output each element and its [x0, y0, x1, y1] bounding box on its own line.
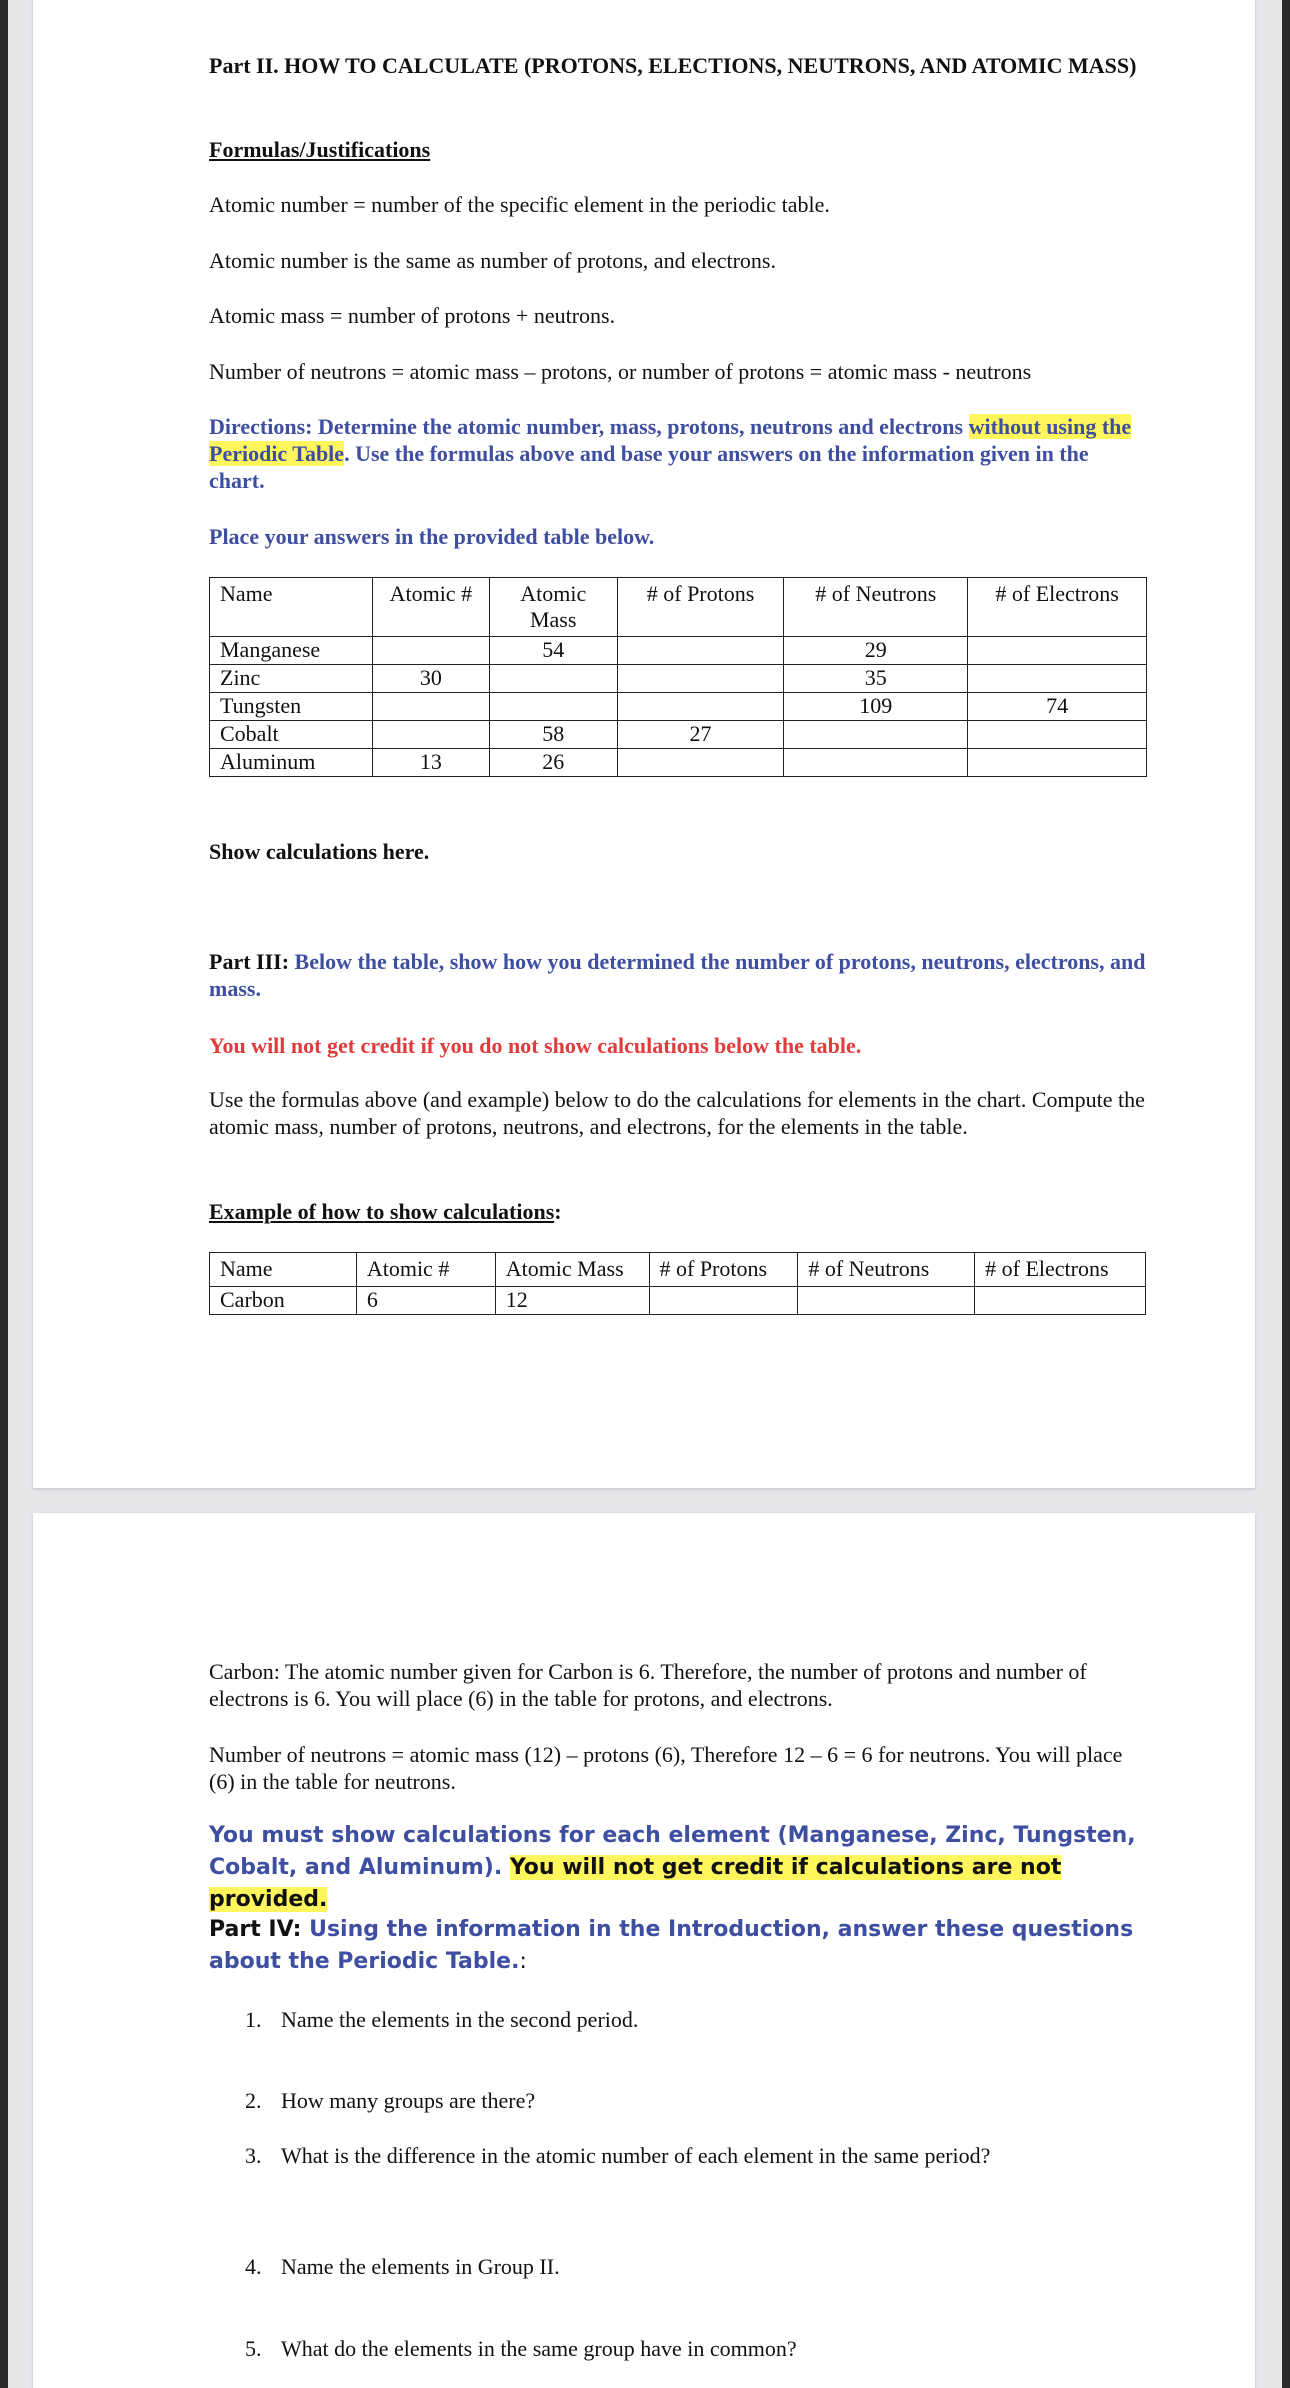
table-cell: 29 [784, 637, 968, 665]
part4-colon: : [519, 1949, 527, 1974]
table-cell: Zinc [210, 665, 373, 693]
carbon-explanation: Carbon: The atomic number given for Carbon is 6. Therefore, the number of protons and number of electrons is 6. You will place (6) in the table for protons, and electrons. [209, 1659, 1087, 1711]
list-item [245, 2087, 535, 2114]
table-row [210, 665, 1147, 693]
table-cell [968, 665, 1147, 693]
question-number: 3. [245, 2143, 262, 2168]
list-item [245, 2335, 797, 2362]
table-cell: 12 [495, 1287, 649, 1315]
table-cell [617, 637, 784, 665]
place-answers-text: Place your answers in the provided table below. [209, 524, 655, 549]
show-calculations-label: Show calculations here. [209, 839, 430, 864]
header-cell: Atomic Mass [489, 578, 617, 637]
header-cell: # of Electrons [968, 578, 1147, 637]
table-cell: 35 [784, 665, 968, 693]
header-cell: Name [210, 578, 373, 637]
document-viewer[interactable] [8, 0, 1282, 2388]
answer-table-wrapper [209, 577, 1149, 777]
answer-table [209, 577, 1147, 777]
table-row [210, 749, 1147, 777]
table-cell [489, 693, 617, 721]
header-cell: # of Neutrons [798, 1253, 975, 1287]
header-cell: Atomic # [372, 578, 489, 637]
neutrons-explanation: Number of neutrons = atomic mass (12) – protons (6), Therefore 12 – 6 = 6 for neutrons. You will place (6) in the table for neutrons. [209, 1742, 1123, 1794]
question-number: 1. [245, 2007, 262, 2032]
table-cell: 74 [968, 693, 1147, 721]
directions-highlight: without using the Periodic Table [209, 414, 1132, 466]
directions-part-b: . Use the formulas above and base your answers on the information given in the chart. [209, 441, 1089, 493]
directions-text [209, 413, 1149, 494]
part4-label: Part IV: [209, 1917, 310, 1942]
table-cell [968, 637, 1147, 665]
formula-line: Atomic number is the same as number of protons, and electrons. [209, 248, 776, 273]
question-number: 2. [245, 2088, 262, 2113]
credit-warning: You will not get credit if you do not show calculations below the table. [209, 1033, 862, 1058]
instructions-text: Use the formulas above (and example) below to do the calculations for elements in the chart. Compute the atomic mass, number of protons, neutrons, and electrons, for the elements in the table. [209, 1087, 1145, 1139]
table-cell [798, 1287, 975, 1315]
question-number: 5. [245, 2336, 262, 2361]
table-cell [784, 721, 968, 749]
part3-text: Below the table, show how you determined the number of protons, neutrons, electrons, and mass. [209, 949, 1146, 1001]
example-heading [209, 1198, 1149, 1225]
part4-text: Using the information in the Introduction, answer these questions about the Periodic Table. [209, 1917, 1134, 1974]
table-cell: Manganese [210, 637, 373, 665]
header-cell: # of Protons [649, 1253, 798, 1287]
example-table-wrapper [209, 1252, 1149, 1315]
question-text: What is the difference in the atomic number of each element in the same period? [281, 2143, 991, 2168]
table-cell: Tungsten [210, 693, 373, 721]
table-row [210, 721, 1147, 749]
table-row [210, 1287, 1146, 1315]
table-cell [489, 665, 617, 693]
question-text: Name the elements in Group II. [281, 2254, 560, 2279]
document-page-1 [33, 0, 1255, 1488]
table-cell: 30 [372, 665, 489, 693]
list-item [245, 2006, 638, 2033]
table-cell [649, 1287, 798, 1315]
table-cell [617, 665, 784, 693]
list-item [245, 2253, 560, 2280]
formulas-heading: Formulas/Justifications [209, 137, 431, 162]
example-table [209, 1252, 1146, 1315]
header-cell: Atomic # [356, 1253, 495, 1287]
table-cell: Cobalt [210, 721, 373, 749]
table-cell [372, 637, 489, 665]
formula-line: Atomic number = number of the specific element in the periodic table. [209, 192, 830, 217]
formula-line: Number of neutrons = atomic mass – protons, or number of protons = atomic mass - neutrons [209, 359, 1032, 384]
table-cell [617, 749, 784, 777]
no-credit-highlight: You will not get credit if calculations are not provided. [209, 1855, 1062, 1912]
table-cell [968, 721, 1147, 749]
header-cell: # of Electrons [975, 1253, 1146, 1287]
header-cell: # of Protons [617, 578, 784, 637]
part3-label: Part III: [209, 949, 290, 974]
formula-line: Atomic mass = number of protons + neutrons. [209, 303, 616, 328]
table-cell [372, 721, 489, 749]
table-row [210, 693, 1147, 721]
table-cell [784, 749, 968, 777]
table-cell [617, 693, 784, 721]
table-cell: 26 [489, 749, 617, 777]
example-heading-colon: : [554, 1199, 562, 1224]
table-cell: Carbon [210, 1287, 357, 1315]
table-header-row [210, 578, 1147, 637]
example-heading-text: Example of how to show calculations [209, 1199, 555, 1224]
table-cell [975, 1287, 1146, 1315]
must-show-text: You must show calculations for each element (Manganese, Zinc, Tungsten, Cobalt, and Aluminum). [209, 1823, 1136, 1880]
table-cell: 27 [617, 721, 784, 749]
part3-intro [209, 948, 1149, 1002]
header-cell: Name [210, 1253, 357, 1287]
part2-title: Part II. HOW TO CALCULATE (PROTONS, ELECTIONS, NEUTRONS, AND ATOMIC MASS) [209, 53, 1137, 78]
table-cell: 6 [356, 1287, 495, 1315]
header-cell: Atomic Mass [495, 1253, 649, 1287]
table-cell: 13 [372, 749, 489, 777]
directions-part-a: Directions: Determine the atomic number, mass, protons, neutrons and electrons [209, 414, 969, 439]
question-text: What do the elements in the same group have in common? [281, 2336, 797, 2361]
table-cell [372, 693, 489, 721]
table-header-row [210, 1253, 1146, 1287]
list-item [245, 2142, 990, 2169]
document-page-2 [33, 1513, 1255, 2388]
question-text: How many groups are there? [281, 2088, 536, 2113]
table-cell [968, 749, 1147, 777]
question-number: 4. [245, 2254, 262, 2279]
header-cell: # of Neutrons [784, 578, 968, 637]
table-row [210, 637, 1147, 665]
table-cell: 109 [784, 693, 968, 721]
table-cell: 54 [489, 637, 617, 665]
table-cell: 58 [489, 721, 617, 749]
table-cell: Aluminum [210, 749, 373, 777]
question-list [209, 1513, 1149, 2388]
question-text: Name the elements in the second period. [281, 2007, 639, 2032]
